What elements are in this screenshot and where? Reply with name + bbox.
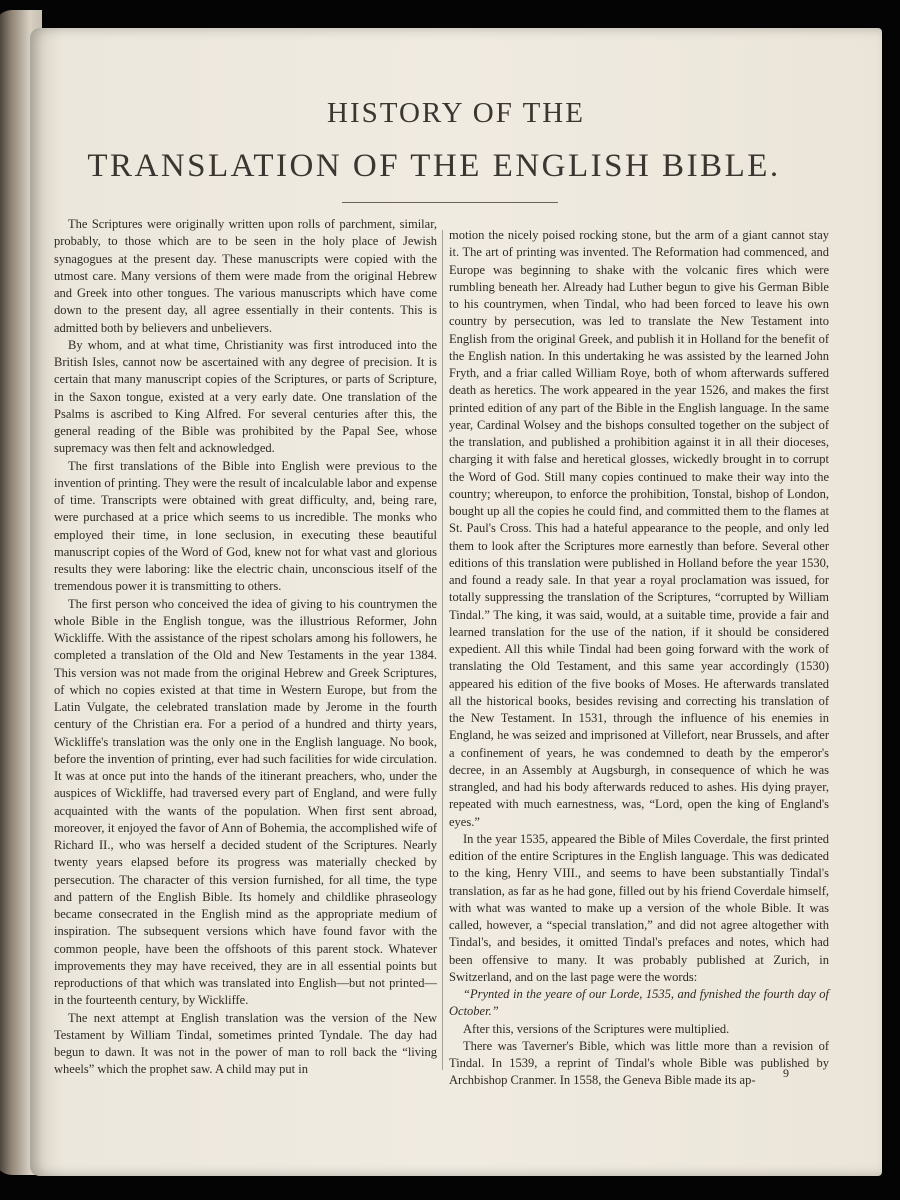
page-number: 9 (783, 1066, 789, 1080)
title-rule (342, 202, 558, 203)
page-title-line-2: TRANSLATION OF THE ENGLISH BIBLE. (87, 148, 781, 184)
paragraph: In the year 1535, appeared the Bible of Miles Coverdale, the first printed edition of the entire Scriptures in the English language. This was dedicated to the king, Henry VIII., and seems to have been substantially Tindal's translation, as far as he had gone, filled out by his friend Coverdale himself, with what was wanted to make up a version of the whole Bible. It was called, however, a “special translation,” and did not agree altogether with Tindal's, and besides, it omitted Tindal's prefaces and notes, which had been offensive to many. It was probably published at Zurich, in Switzerland, and on the last page were the words: (449, 831, 829, 984)
paragraph: The Scriptures were originally written upon rolls of parchment, similar, probably, to those which are to be seen in the holy place of Jewish synagogues at the present day. These manuscripts were copied with the utmost care. Many versions of them were made from the original Hebrew and Greek into other tongues. The various manuscripts which have come down to the present day, all agree essentially in their contents. This is admitted both by believers and unbelievers. (54, 217, 437, 335)
paragraph: After this, versions of the Scriptures were multiplied. (463, 1021, 730, 1036)
paragraph: There was Taverner's Bible, which was little more than a revision of Tindal. In 1539, a reprint of Tindal's whole Bible was published by Archbishop Cranmer. In 1558, the Geneva Bible made its ap- (449, 1038, 829, 1088)
text-column-left (54, 216, 437, 1079)
paragraph: The next attempt at English translation was the version of the New Testament by William Tindal, sometimes printed Tyndale. The day had begun to dawn. It was not in the power of man to roll back the “living wheels” which the prophet saw. A child may put in (54, 1010, 437, 1077)
paragraph: The first person who conceived the idea of giving to his countrymen the whole Bible in the English tongue, was the illustrious Reformer, John Wickliffe. With the assistance of the ripest scholars among his followers, he completed a translation of the Old and New Testaments in the year 1384. This version was not made from the original Hebrew and Greek Scriptures, of which no copies existed at that time in Western Europe, but from the Latin Vulgate, the celebrated translation made by Jerome in the fourth century of the Christian era. For a period of a hundred and thirty years, Wickliffe's translation was the only one in the English language. No book, before the invention of printing, ever had such facilities for wide circulation. It was at once put into the hands of the itinerant preachers, who, under the auspices of Wickliffe, had traversed every part of England, and were fully acquainted with the wants of the population. When first sent abroad, moreover, it enjoyed the favor of Ann of Bohemia, the accomplished wife of Richard II., who was herself a decided student of the Scriptures. Nearly twenty years elapsed before its progress was materially checked by persecution. The character of this version furnished, for all time, the type and pattern of the English Bible. Its homely and childlike phraseology became consecrated in the English mind as the appropriate medium of inspiration. The subsequent versions which have found favor with the common people, have been the offshoots of this parent stock. Whatever improvements they may have received, they are in all essential points but reproductions of that which was translated into English—but not printed—in the fourteenth century, by Wickliffe. (54, 596, 437, 1008)
paragraph-continued: motion the nicely poised rocking stone, but the arm of a giant cannot stay it. The art of printing was invented. The Reformation had commenced, and Europe was beginning to shake with the volcanic fires which were rumbling beneath her. Already had Luther begun to give his German Bible to his countrymen, when Tindal, who had been forced to leave his own country by persecution, was led to translate the New Testament into English from the original Greek, and publish it in Holland for the benefit of the English nation. In this undertaking he was assisted by the learned John Fryth, and a friar called William Roye, both of whom afterwards suffered death as heretics. The work appeared in the year 1526, and makes the first printed edition of any part of the Bible in the English language. In the same year, Cardinal Wolsey and the bishops consulted together on the subject of the translation, and published a prohibition against it in all their dioceses, charging it with false and heretical glosses, wickedly brought in to corrupt the Word of God. Still many copies continued to make their way into the country; whereupon, to enforce the prohibition, Tonstal, bishop of London, bought up all the copies he could find, and committed them to the flames at St. Paul's Cross. This had a hateful appearance to the people, and only led them to look after the Scriptures more earnestly than before. Several other editions of this translation were published in Holland before the year 1530, and found a ready sale. In that year a royal proclamation was issued, for totally suppressing the translation of the Scriptures, “corrupted by William Tindal.” The king, it was said, would, at a suitable time, provide a fair and learned translation for the use of the nation, if it should be considered expedient. All this while Tindal had been going forward with the work of translating the Old Testament, and this same year accordingly (1530) appeared his edition of the five books of Moses. He afterwards translated all the historical books, besides revising and correcting his translation of the New Testament. In 1531, through the influence of his enemies in England, he was seized and imprisoned at Villefort, near Brussels, and after a confinement of years, he was condemned to death by the emperor's decree, in an Assembly at Augsburgh, in consequence of which he was strangled, and had his body afterwards reduced to ashes. His dying prayer, repeated with much earnestness, was, “Lord, open the king of England's eyes.” (449, 228, 829, 829)
page-title-line-1: HISTORY OF THE (327, 97, 585, 129)
column-divider (442, 230, 443, 1070)
text-column-right (449, 227, 829, 1090)
quotation: “Prynted in the yeare of our Lorde, 1535, and fynished the fourth day of October.” (449, 987, 829, 1019)
paragraph: By whom, and at what time, Christianity was first introduced into the British Isles, cannot now be ascertained with any degree of precision. It is certain that many manuscript copies of the Scriptures, or parts of Scripture, in the Saxon tongue, existed at a very early date. One translation of the Psalms is ascribed to King Alfred. For several centuries after this, the general reading of the Bible was prohibited by the Papal See, whose supremacy was then felt and acknowledged. (54, 337, 437, 456)
paragraph: The first translations of the Bible into English were previous to the invention of printing. They were the result of incalculable labor and expense of time. Transcripts were obtained with great difficulty, and, being rare, were purchased at a price which seems to us incredible. The monks who employed their time, in lone seclusion, in executing these beautiful manuscript copies of the Word of God, knew not for what vast and glorious results they were laboring: like the electric chain, unconscious itself of the tremendous power it is transmitting to others. (54, 458, 437, 594)
